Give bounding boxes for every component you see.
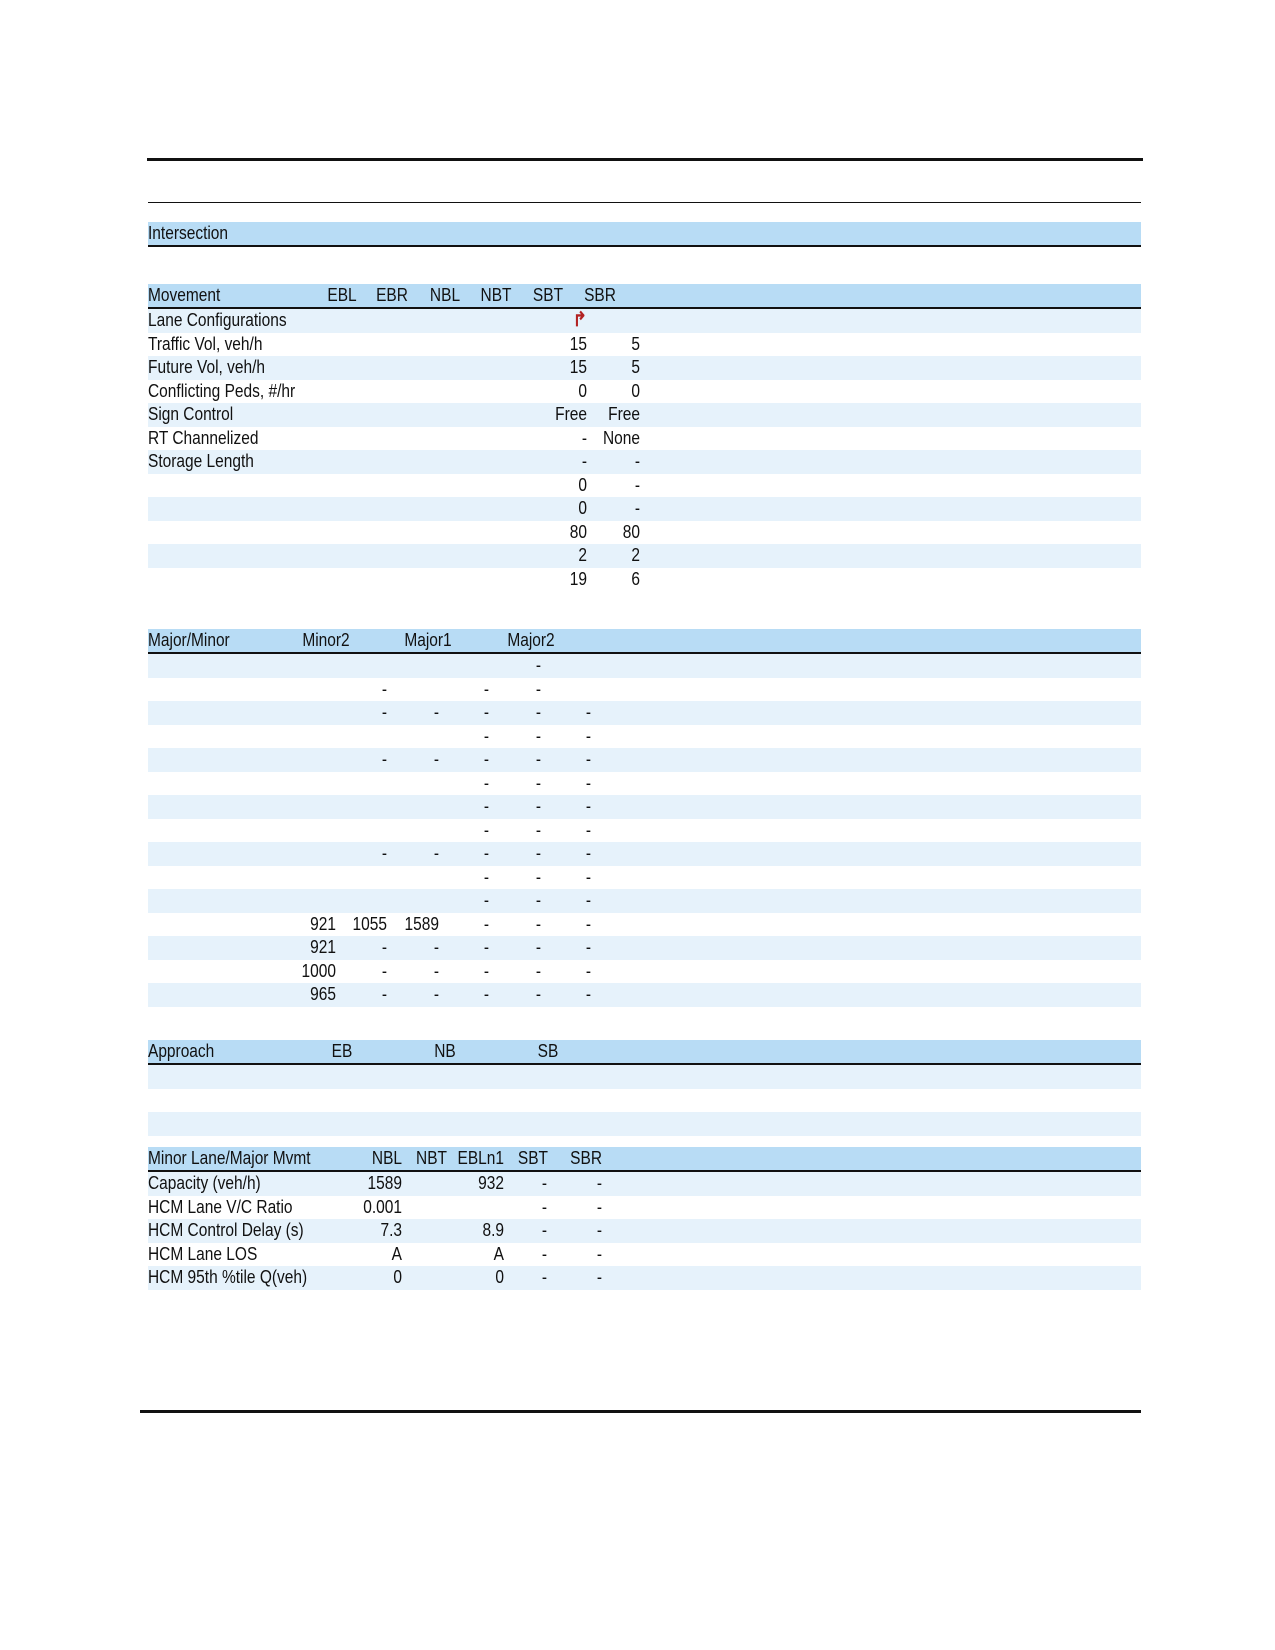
major-minor-cell: - [483,937,489,957]
lane-cell: 932 [478,1173,504,1193]
movement-row [148,333,1141,357]
major-minor-cell: - [535,678,541,699]
header-nbl: NBL [429,285,461,305]
major-minor-header [148,629,1141,654]
row-label: Storage Length [148,451,254,471]
movement-row [148,356,1141,380]
header-nbt: NBT [480,285,512,305]
sbr-value: 2 [631,545,640,565]
sbr-value: 80 [622,521,640,542]
major-minor-cell: - [483,725,489,746]
header-ebln1: EBLn1 [457,1148,504,1168]
movement-row [148,568,1141,592]
major-minor-cell: - [585,960,591,981]
major-minor-cell: - [433,702,439,722]
major-minor-table [148,629,1141,1030]
major-minor-row [148,772,1141,796]
major-minor-cell: - [381,749,387,769]
major-minor-cell: - [483,960,489,981]
major-minor-row [148,678,1141,702]
major-minor-cell: - [535,655,541,675]
approach-row [148,1112,1141,1136]
major-minor-cell: - [535,796,541,816]
approach-header [148,1040,1141,1065]
major-minor-cell: - [433,843,439,863]
major-minor-cell: 921 [310,913,336,934]
major-minor-cell: - [483,772,489,793]
major-minor-row [148,701,1141,725]
major-minor-cell: - [483,866,489,887]
movement-header [148,284,1141,309]
major-minor-row [148,936,1141,960]
major-minor-row [148,819,1141,843]
major-minor-row [148,866,1141,890]
lane-header [148,1147,1141,1172]
major-minor-cell: - [535,725,541,746]
major-minor-cell: - [535,937,541,957]
major-minor-cell: - [483,702,489,722]
lane-cell: 1589 [367,1173,402,1193]
sbt-value: 0 [578,498,587,518]
major-minor-cell: - [483,819,489,840]
major-minor-row [148,983,1141,1007]
lane-row [148,1196,1141,1220]
sbr-value: 5 [631,333,640,354]
major-minor-cell: - [585,819,591,840]
lane-cell: - [541,1267,547,1287]
major-minor-cell: - [483,678,489,699]
major-minor-cell: - [535,843,541,863]
lane-cell: - [541,1243,547,1264]
header-nbt: NBT [416,1148,447,1168]
major-minor-cell: 1000 [301,960,336,981]
sbr-value: - [634,474,640,495]
movement-row [148,309,1141,333]
lane-row-label: HCM 95th %tile Q(veh) [148,1267,308,1287]
major-minor-cell: - [585,702,591,722]
major-minor-cell: - [535,890,541,910]
major-minor-cell: - [585,772,591,793]
major-minor-row [148,913,1141,937]
movement-row [148,521,1141,545]
major-minor-cell: - [381,984,387,1004]
sbt-value: 15 [569,333,587,354]
lane-cell: - [596,1243,602,1264]
major-minor-cell: - [535,772,541,793]
sbt-value: Free [555,404,587,424]
lane-row-label: HCM Lane V/C Ratio [148,1196,293,1217]
major-minor-cell: - [433,984,439,1004]
lane-table [148,1147,1141,1290]
row-label: Sign Control [148,404,234,424]
header-major1: Major1 [404,630,452,650]
movement-row [148,474,1141,498]
header-approach: Approach [148,1041,215,1061]
intersection-label: Intersection [148,223,229,243]
approach-table [148,1040,1141,1136]
lane-cell: - [596,1196,602,1217]
major-minor-cell: - [535,913,541,934]
major-minor-cell: - [483,984,489,1004]
major-minor-cell: 965 [310,984,336,1004]
major-minor-cell: - [381,960,387,981]
sbr-value: - [634,451,640,471]
major-minor-cell: - [535,702,541,722]
header-ebr: EBR [376,285,408,305]
movement-row [148,450,1141,474]
header-major-minor: Major/Minor [148,630,230,650]
major-minor-cell: - [381,843,387,863]
major-minor-cell: 1589 [404,913,439,934]
major-minor-cell: 921 [310,937,336,957]
major-minor-cell: - [585,866,591,887]
major-minor-cell: - [483,749,489,769]
major-minor-row [148,889,1141,913]
lane-row [148,1219,1141,1243]
major-minor-cell: - [585,937,591,957]
movement-row [148,380,1141,404]
sbr-value: - [634,498,640,518]
lane-cell: A [493,1243,504,1264]
intersection-header [148,222,1141,247]
major-minor-cell: - [585,890,591,910]
header-major2: Major2 [507,630,555,650]
sbt-value: 0 [578,474,587,495]
sbr-value: Free [608,404,640,424]
major-minor-row [148,654,1141,678]
sbr-value: 5 [631,357,640,377]
major-minor-cell: - [483,796,489,816]
movement-row [148,403,1141,427]
major-minor-cell: - [585,796,591,816]
major-minor-cell: - [535,960,541,981]
movement-row [148,427,1141,451]
major-minor-cell: - [433,937,439,957]
lane-cell: - [596,1220,602,1240]
major-minor-row [148,1007,1141,1031]
bottom-thick-rule [140,1410,1141,1413]
major-minor-cell: - [535,749,541,769]
major-minor-cell: - [535,866,541,887]
sbt-value: 2 [578,545,587,565]
major-minor-row [148,748,1141,772]
sbr-value: 0 [631,380,640,401]
major-minor-cell: - [433,749,439,769]
sbr-value: 6 [631,568,640,589]
major-minor-cell: - [585,984,591,1004]
row-label: Future Vol, veh/h [148,357,266,377]
lane-row [148,1172,1141,1196]
header-sbr: SBR [584,285,616,305]
major-minor-row [148,960,1141,984]
major-minor-cell: - [585,843,591,863]
lane-config-arrow-icon: ↱ [572,309,587,331]
top-thick-rule [147,158,1143,161]
header-sbt: SBT [532,285,564,305]
sbt-value: 19 [569,568,587,589]
approach-row [148,1089,1141,1113]
row-label: Conflicting Peds, #/hr [148,380,296,401]
header-nb: NB [434,1041,456,1061]
major-minor-cell: - [433,960,439,981]
movement-row [148,544,1141,568]
lane-cell: 7.3 [380,1220,402,1240]
lane-row-label: HCM Control Delay (s) [148,1220,304,1240]
major-minor-cell: - [585,725,591,746]
sbt-value: 15 [569,357,587,377]
row-label: Traffic Vol, veh/h [148,333,263,354]
major-minor-cell: - [483,913,489,934]
row-label: Lane Configurations [148,310,287,330]
major-minor-cell: - [483,890,489,910]
major-minor-cell: - [585,749,591,769]
lane-row [148,1266,1141,1290]
header-eb: EB [331,1041,353,1061]
major-minor-cell: - [381,678,387,699]
lane-cell: 0 [393,1267,402,1287]
header-lane-mvmt: Minor Lane/Major Mvmt [148,1148,311,1168]
header-sb: SB [537,1041,559,1061]
lane-cell: 0 [495,1267,504,1287]
major-minor-cell: - [381,937,387,957]
intersection-section [148,222,1141,247]
header-minor2: Minor2 [302,630,350,650]
major-minor-cell: - [585,913,591,934]
major-minor-cell: 1055 [352,913,387,934]
lane-row-label: Capacity (veh/h) [148,1173,261,1193]
header-ebl: EBL [327,285,357,305]
lane-cell: 0.001 [363,1196,402,1217]
major-minor-row [148,795,1141,819]
lane-cell: 8.9 [482,1220,504,1240]
lane-cell: - [541,1196,547,1217]
lane-row-label: HCM Lane LOS [148,1243,258,1264]
lane-cell: - [596,1173,602,1193]
major-minor-cell: - [381,702,387,722]
approach-row [148,1065,1141,1089]
sbt-value: 80 [569,521,587,542]
lane-cell: - [541,1173,547,1193]
sbt-value: - [581,427,587,448]
major-minor-row [148,725,1141,749]
header-movement: Movement [148,285,221,305]
header-sbt: SBT [517,1148,548,1168]
header-sbr: SBR [570,1148,602,1168]
major-minor-cell: - [483,843,489,863]
header-nbl: NBL [371,1148,402,1168]
sbt-value: - [581,451,587,471]
lane-cell: A [391,1243,402,1264]
major-minor-cell: - [535,819,541,840]
sbt-value: 0 [578,380,587,401]
lane-cell: - [596,1267,602,1287]
movement-table [148,284,1141,591]
lane-cell: - [541,1220,547,1240]
major-minor-cell: - [535,984,541,1004]
lane-row [148,1243,1141,1267]
row-label: RT Channelized [148,427,259,448]
major-minor-row [148,842,1141,866]
top-thin-rule [148,202,1141,203]
sbr-value: None [602,427,640,448]
movement-row [148,497,1141,521]
